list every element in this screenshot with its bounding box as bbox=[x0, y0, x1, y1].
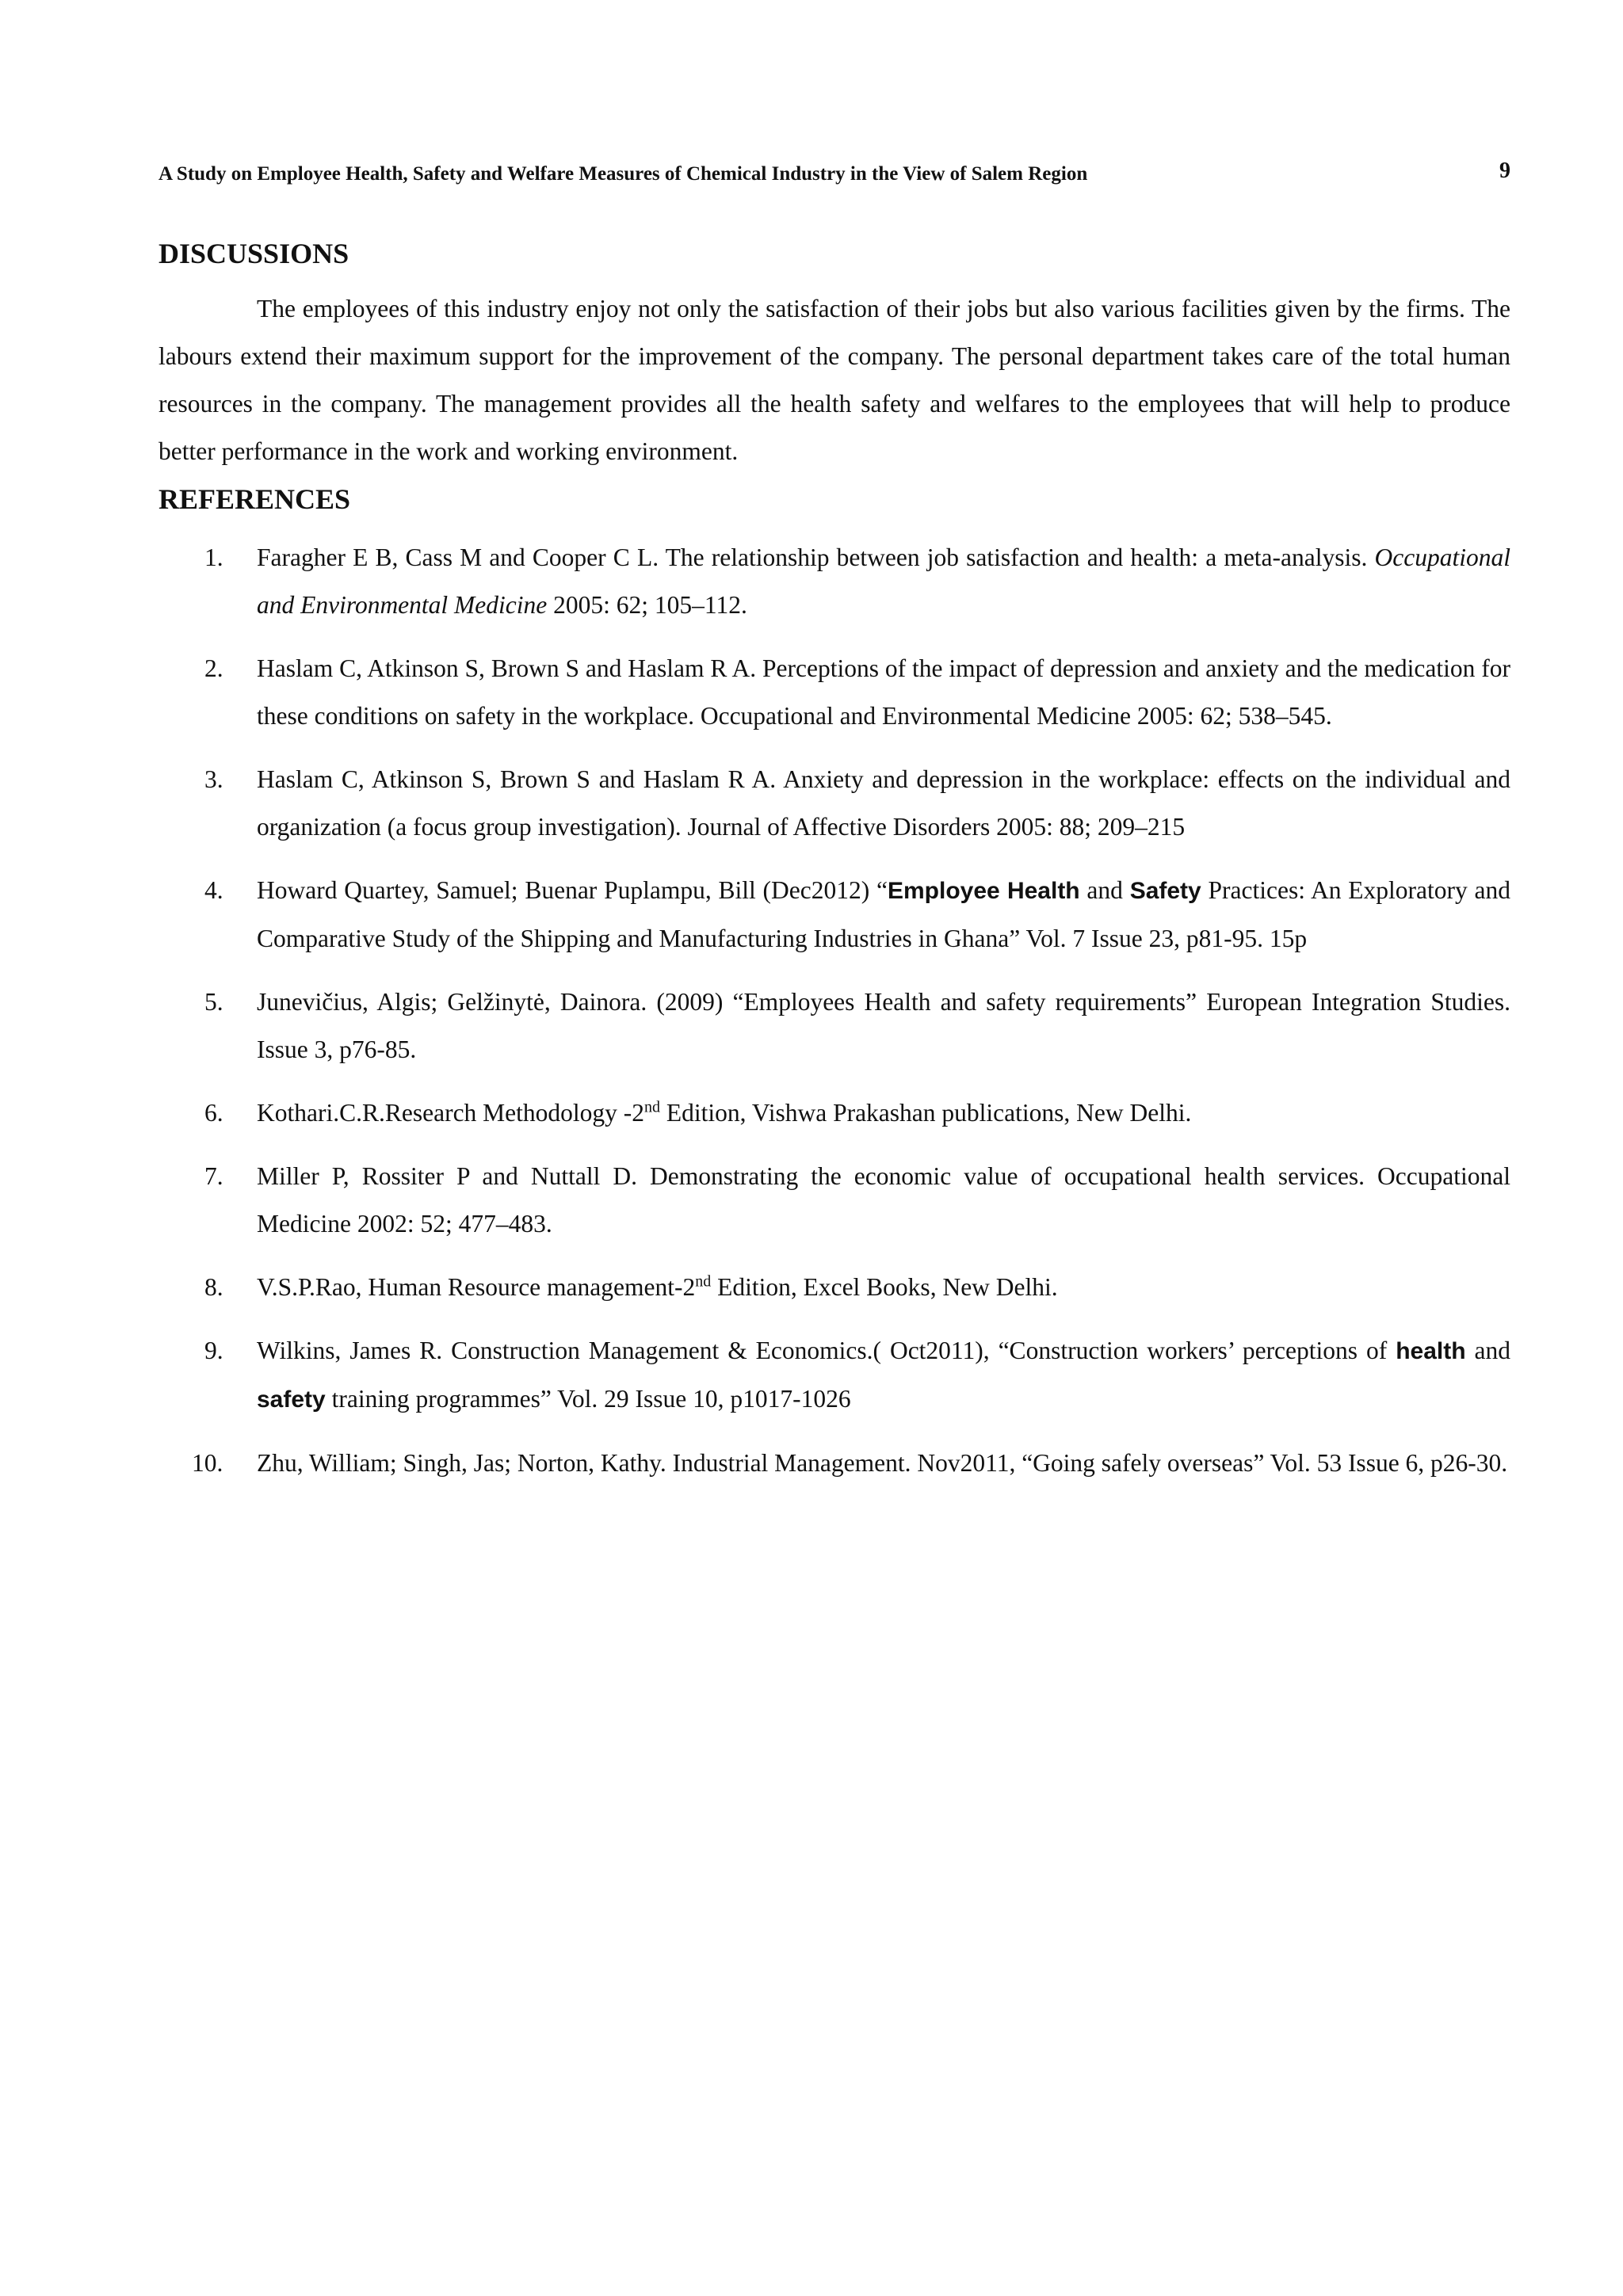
ordinal-superscript: nd bbox=[644, 1098, 661, 1116]
reference-item bbox=[158, 1153, 1510, 1248]
reference-text: Faragher E B, Cass M and Cooper C L. The relationship between job satisfaction and health: a meta-analysis. bbox=[257, 543, 1375, 571]
reference-text: training programmes” Vol. 29 Issue 10, p1017-1026 bbox=[325, 1385, 851, 1413]
reference-item bbox=[158, 978, 1510, 1074]
references-heading: REFERENCES bbox=[158, 483, 351, 515]
reference-number: 9. bbox=[204, 1337, 223, 1364]
reference-text: V.S.P.Rao, Human Resource management-2 bbox=[257, 1273, 696, 1301]
reference-item bbox=[158, 756, 1510, 851]
discussions-paragraph: The employees of this industry enjoy not only the satisfaction of their jobs but also various facilities given by the firms. The labours extend their maximum support for the improvement of the company. The personal department takes care of the total human resources in the company. The management provides all the health safety and welfares to the employees that will help to produce better performance in the work and working environment. bbox=[158, 295, 1510, 465]
reference-text: Junevičius, Algis; Gelžinytė, Dainora. (2009) “Employees Health and safety requirements” European Integration Studies. Issue 3, p76-85. bbox=[257, 988, 1510, 1063]
reference-text: Howard Quartey, Samuel; Buenar Puplampu, Bill (Dec2012) “ bbox=[257, 876, 888, 904]
reference-bold-term: safety bbox=[257, 1386, 326, 1413]
reference-bold-term: Employee Health bbox=[887, 878, 1080, 904]
discussions-heading: DISCUSSIONS bbox=[158, 238, 349, 269]
discussions-section bbox=[158, 230, 1510, 475]
reference-item bbox=[158, 534, 1510, 629]
reference-number: 5. bbox=[204, 988, 223, 1016]
reference-text: Zhu, William; Singh, Jas; Norton, Kathy. Industrial Management. Nov2011, “Going safely overseas” Vol. 53 Issue 6, p26-30. bbox=[257, 1449, 1508, 1477]
reference-text: Haslam C, Atkinson S, Brown S and Haslam R A. Anxiety and depression in the workplace: effects on the individual and organization (a focus group investigation). Journal of Affective Disorders 2005: 88; 209–215 bbox=[257, 765, 1510, 841]
reference-number: 6. bbox=[204, 1099, 223, 1127]
reference-item bbox=[158, 1089, 1510, 1137]
running-header bbox=[158, 158, 1510, 190]
ordinal-superscript: nd bbox=[695, 1272, 712, 1291]
reference-number: 3. bbox=[204, 765, 223, 793]
page-number: 9 bbox=[1499, 158, 1510, 183]
running-title: A Study on Employee Health, Safety and Welfare Measures of Chemical Industry in the View of Salem Region bbox=[158, 163, 1088, 185]
reference-number: 4. bbox=[204, 876, 223, 904]
reference-text: Wilkins, James R. Construction Management & Economics.( Oct2011), “Construction workers’ perceptions of bbox=[257, 1337, 1396, 1364]
reference-text: and bbox=[1079, 876, 1130, 904]
reference-text: and bbox=[1465, 1337, 1511, 1364]
reference-number: 10. bbox=[192, 1449, 223, 1477]
reference-text: Kothari.C.R.Research Methodology -2 bbox=[257, 1099, 645, 1127]
reference-item bbox=[158, 645, 1510, 740]
reference-text: Practices: An Exploratory and Comparative Study of the Shipping and Manufacturing Industries in Ghana” Vol. 7 Issue 23, p81-95. 15p bbox=[257, 876, 1510, 952]
reference-item bbox=[158, 867, 1510, 963]
reference-number: 1. bbox=[204, 543, 223, 571]
reference-bold-term: health bbox=[1396, 1338, 1466, 1364]
reference-item bbox=[158, 1264, 1510, 1311]
reference-journal: Occupational and Environmental Medicine bbox=[257, 543, 1510, 619]
reference-item bbox=[158, 1440, 1510, 1487]
reference-list bbox=[158, 534, 1510, 1487]
reference-bold-term: Safety bbox=[1129, 878, 1201, 904]
reference-text: Edition, Vishwa Prakashan publications, New Delhi. bbox=[660, 1099, 1192, 1127]
reference-number: 7. bbox=[204, 1162, 223, 1190]
reference-text: 2005: 62; 105–112. bbox=[547, 591, 747, 619]
page-content bbox=[158, 230, 1510, 1503]
reference-item bbox=[158, 1327, 1510, 1424]
reference-text: Miller P, Rossiter P and Nuttall D. Demonstrating the economic value of occupational health services. Occupational Medicine 2002: 52; 477–483. bbox=[257, 1162, 1510, 1238]
reference-text: Edition, Excel Books, New Delhi. bbox=[711, 1273, 1058, 1301]
reference-text: Haslam C, Atkinson S, Brown S and Haslam R A. Perceptions of the impact of depression and anxiety and the medication for these conditions on safety in the workplace. Occupational and Environmental Medicine 2005: 62; 538–545. bbox=[257, 654, 1510, 730]
reference-number: 2. bbox=[204, 654, 223, 682]
reference-number: 8. bbox=[204, 1273, 223, 1301]
references-section bbox=[158, 475, 1510, 1487]
